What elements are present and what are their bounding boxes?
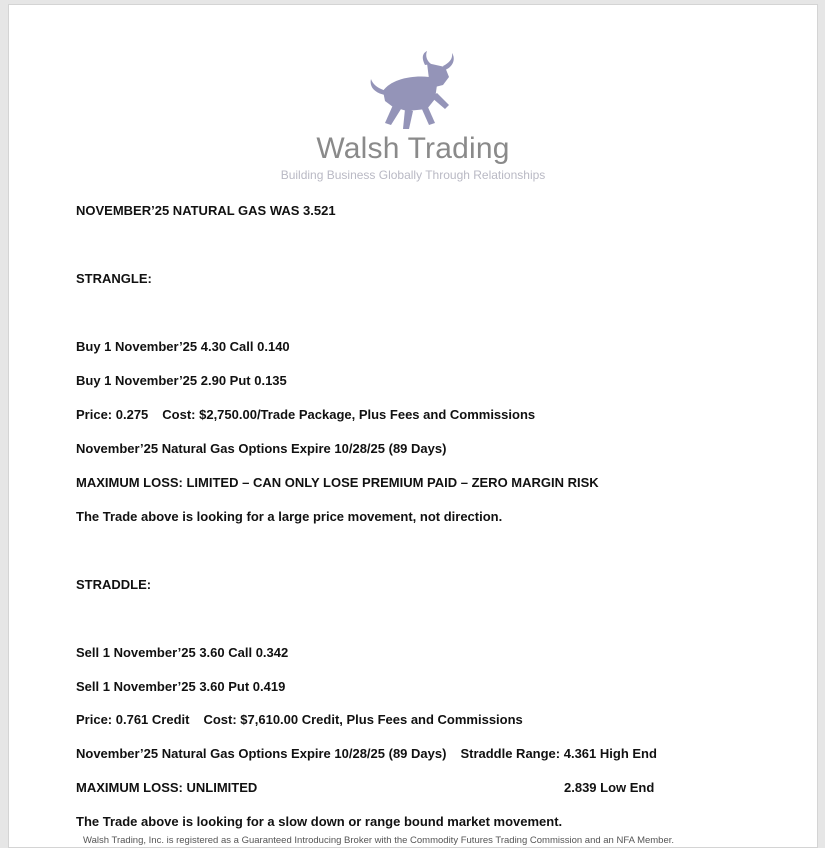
strangle-heading: STRANGLE: — [76, 271, 152, 286]
market-header: NOVEMBER’25 NATURAL GAS WAS 3.521 — [76, 203, 336, 218]
straddle-range-high: Straddle Range: 4.361 High End — [460, 746, 657, 761]
straddle-note: The Trade above is looking for a slow down or range bound market movement. — [76, 814, 563, 829]
brand-tagline: Building Business Globally Through Relationships — [280, 168, 546, 182]
straddle-expiry-row — [76, 746, 657, 761]
strangle-expiry: November’25 Natural Gas Options Expire 10/28/25 (89 Days) — [76, 441, 447, 456]
strangle-leg-call: Buy 1 November’25 4.30 Call 0.140 — [76, 339, 290, 354]
strangle-cost: Cost: $2,750.00/Trade Package, Plus Fees and Commissions — [162, 407, 536, 422]
walsh-trading-logo — [9, 51, 817, 131]
straddle-range-low: 2.839 Low End — [564, 780, 655, 795]
strangle-max-loss: MAXIMUM LOSS: LIMITED – CAN ONLY LOSE PREMIUM PAID – ZERO MARGIN RISK — [76, 475, 599, 490]
straddle-leg-call: Sell 1 November’25 3.60 Call 0.342 — [76, 645, 289, 660]
document-page — [8, 4, 818, 848]
strangle-price-cost — [76, 407, 535, 422]
straddle-expiry: November’25 Natural Gas Options Expire 10/28/25 (89 Days) — [76, 746, 447, 761]
disclaimer-footer: Walsh Trading, Inc. is registered as a Guaranteed Introducing Broker with the Commodity Futures Trading Commission and an NFA Member. — [83, 835, 675, 846]
bull-icon — [363, 51, 463, 131]
straddle-max-loss: MAXIMUM LOSS: UNLIMITED — [76, 780, 258, 795]
strangle-leg-put: Buy 1 November’25 2.90 Put 0.135 — [76, 373, 287, 388]
strangle-note: The Trade above is looking for a large price movement, not direction. — [76, 509, 503, 524]
straddle-leg-put: Sell 1 November’25 3.60 Put 0.419 — [76, 679, 286, 694]
straddle-price: Price: 0.761 Credit — [76, 712, 190, 727]
straddle-price-cost — [76, 712, 523, 727]
strangle-price: Price: 0.275 — [76, 407, 149, 422]
brand-name: Walsh Trading — [316, 132, 510, 165]
straddle-cost: Cost: $7,610.00 Credit, Plus Fees and Commissions — [203, 712, 523, 727]
straddle-heading: STRADDLE: — [76, 577, 152, 592]
